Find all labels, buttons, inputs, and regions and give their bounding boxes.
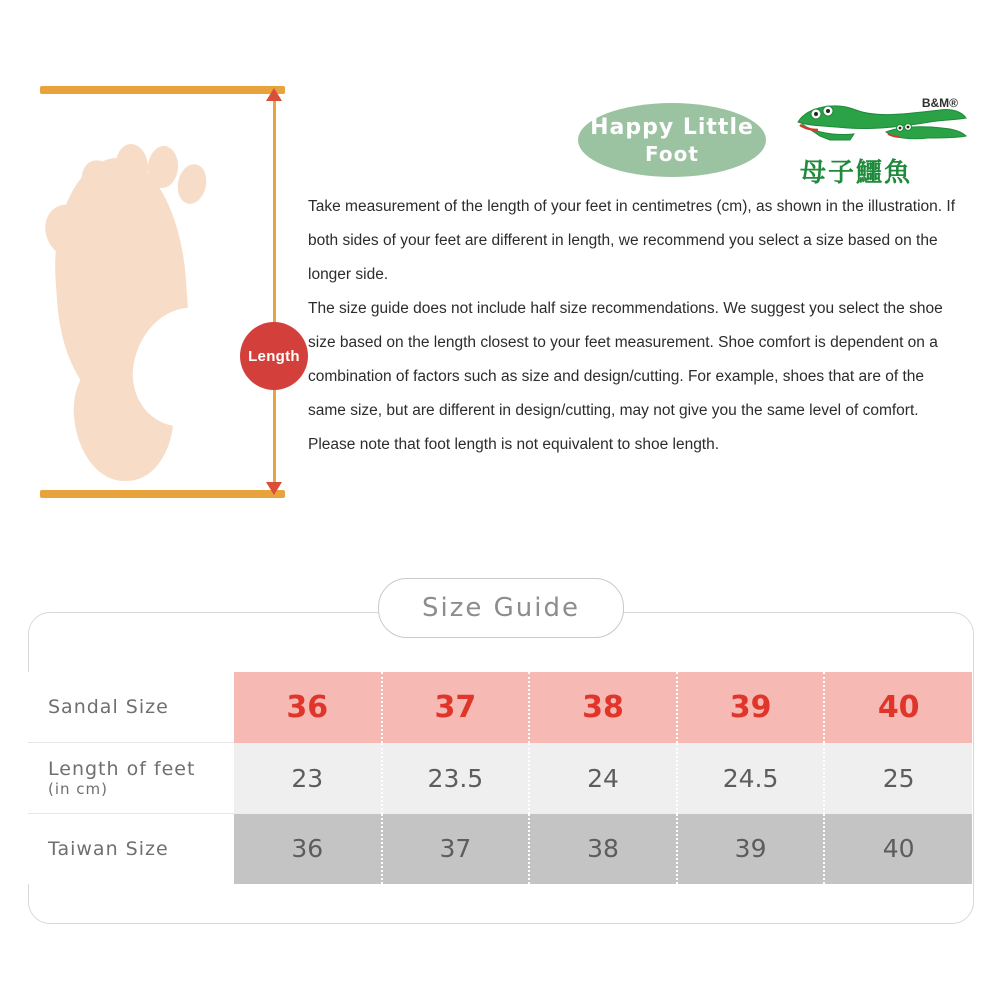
row-label-text: Taiwan Size	[48, 838, 169, 860]
footprint-graphic	[38, 96, 228, 488]
happy-little-foot-line1: Happy Little	[590, 114, 754, 140]
happy-little-foot-line2: Foot	[645, 141, 699, 166]
cell-length-3: 24	[529, 743, 677, 814]
cell-taiwan-size-4: 39	[677, 814, 825, 885]
cell-taiwan-size-2: 37	[382, 814, 530, 885]
cell-sandal-size-4: 39	[677, 672, 825, 743]
instructions-paragraph-2: The size guide does not include half size recommendations. We suggest you select the shoe size based on the length closest to your feet measurement. Shoe comfort is dependent on a combination of factors such as size and design/cutting. For example, shoes that are of the same size, but are different in design/cutting, may not give you the same level of comfort. Please note that foot length is not equivalent to shoe length.	[308, 300, 943, 453]
ruler-bottom-bar	[40, 490, 285, 498]
size-guide-table	[28, 672, 972, 884]
cell-taiwan-size-1: 36	[234, 814, 382, 885]
table-row	[28, 814, 972, 885]
cell-sandal-size-5: 40	[824, 672, 972, 743]
row-label-text: Sandal Size	[48, 696, 169, 718]
bm-text: B&M	[921, 96, 950, 110]
row-label-text: Length of feet	[48, 758, 196, 780]
foot-measurement-illustration	[30, 70, 300, 510]
length-arrow-line	[273, 100, 276, 488]
cell-sandal-size-2: 37	[382, 672, 530, 743]
footprint-toe-5	[174, 162, 210, 207]
arrow-up-icon	[266, 88, 282, 101]
crocodile-chinese-name: 母子鱷魚	[800, 158, 913, 188]
registered-mark: ®	[949, 96, 958, 110]
bm-brand-mark	[922, 96, 958, 110]
instructions-paragraph-1: Take measurement of the length of your feet in centimetres (cm), as shown in the illustration. If both sides of your feet are different in length, we recommend you select a size based on the longer side.	[308, 198, 955, 283]
size-guide-title: Size Guide	[378, 578, 624, 638]
happy-little-foot-logo	[578, 103, 766, 177]
footprint-toe-4	[147, 145, 180, 189]
row-label-sub: (in cm)	[48, 780, 109, 798]
table-row	[28, 743, 972, 814]
row-label-taiwan-size	[28, 814, 234, 885]
table-row	[28, 672, 972, 743]
arrow-down-icon	[266, 482, 282, 495]
length-badge: Length	[240, 322, 308, 390]
row-label-length-of-feet	[28, 743, 234, 814]
measurement-instructions	[308, 190, 958, 462]
row-label-sandal-size	[28, 672, 234, 743]
cell-length-2: 23.5	[382, 743, 530, 814]
cell-length-1: 23	[234, 743, 382, 814]
cell-taiwan-size-5: 40	[824, 814, 972, 885]
cell-length-4: 24.5	[677, 743, 825, 814]
cell-sandal-size-1: 36	[234, 672, 382, 743]
crocodile-brand-logo	[790, 96, 970, 188]
cell-sandal-size-3: 38	[529, 672, 677, 743]
cell-taiwan-size-3: 38	[529, 814, 677, 885]
ruler-top-bar	[40, 86, 285, 94]
cell-length-5: 25	[824, 743, 972, 814]
